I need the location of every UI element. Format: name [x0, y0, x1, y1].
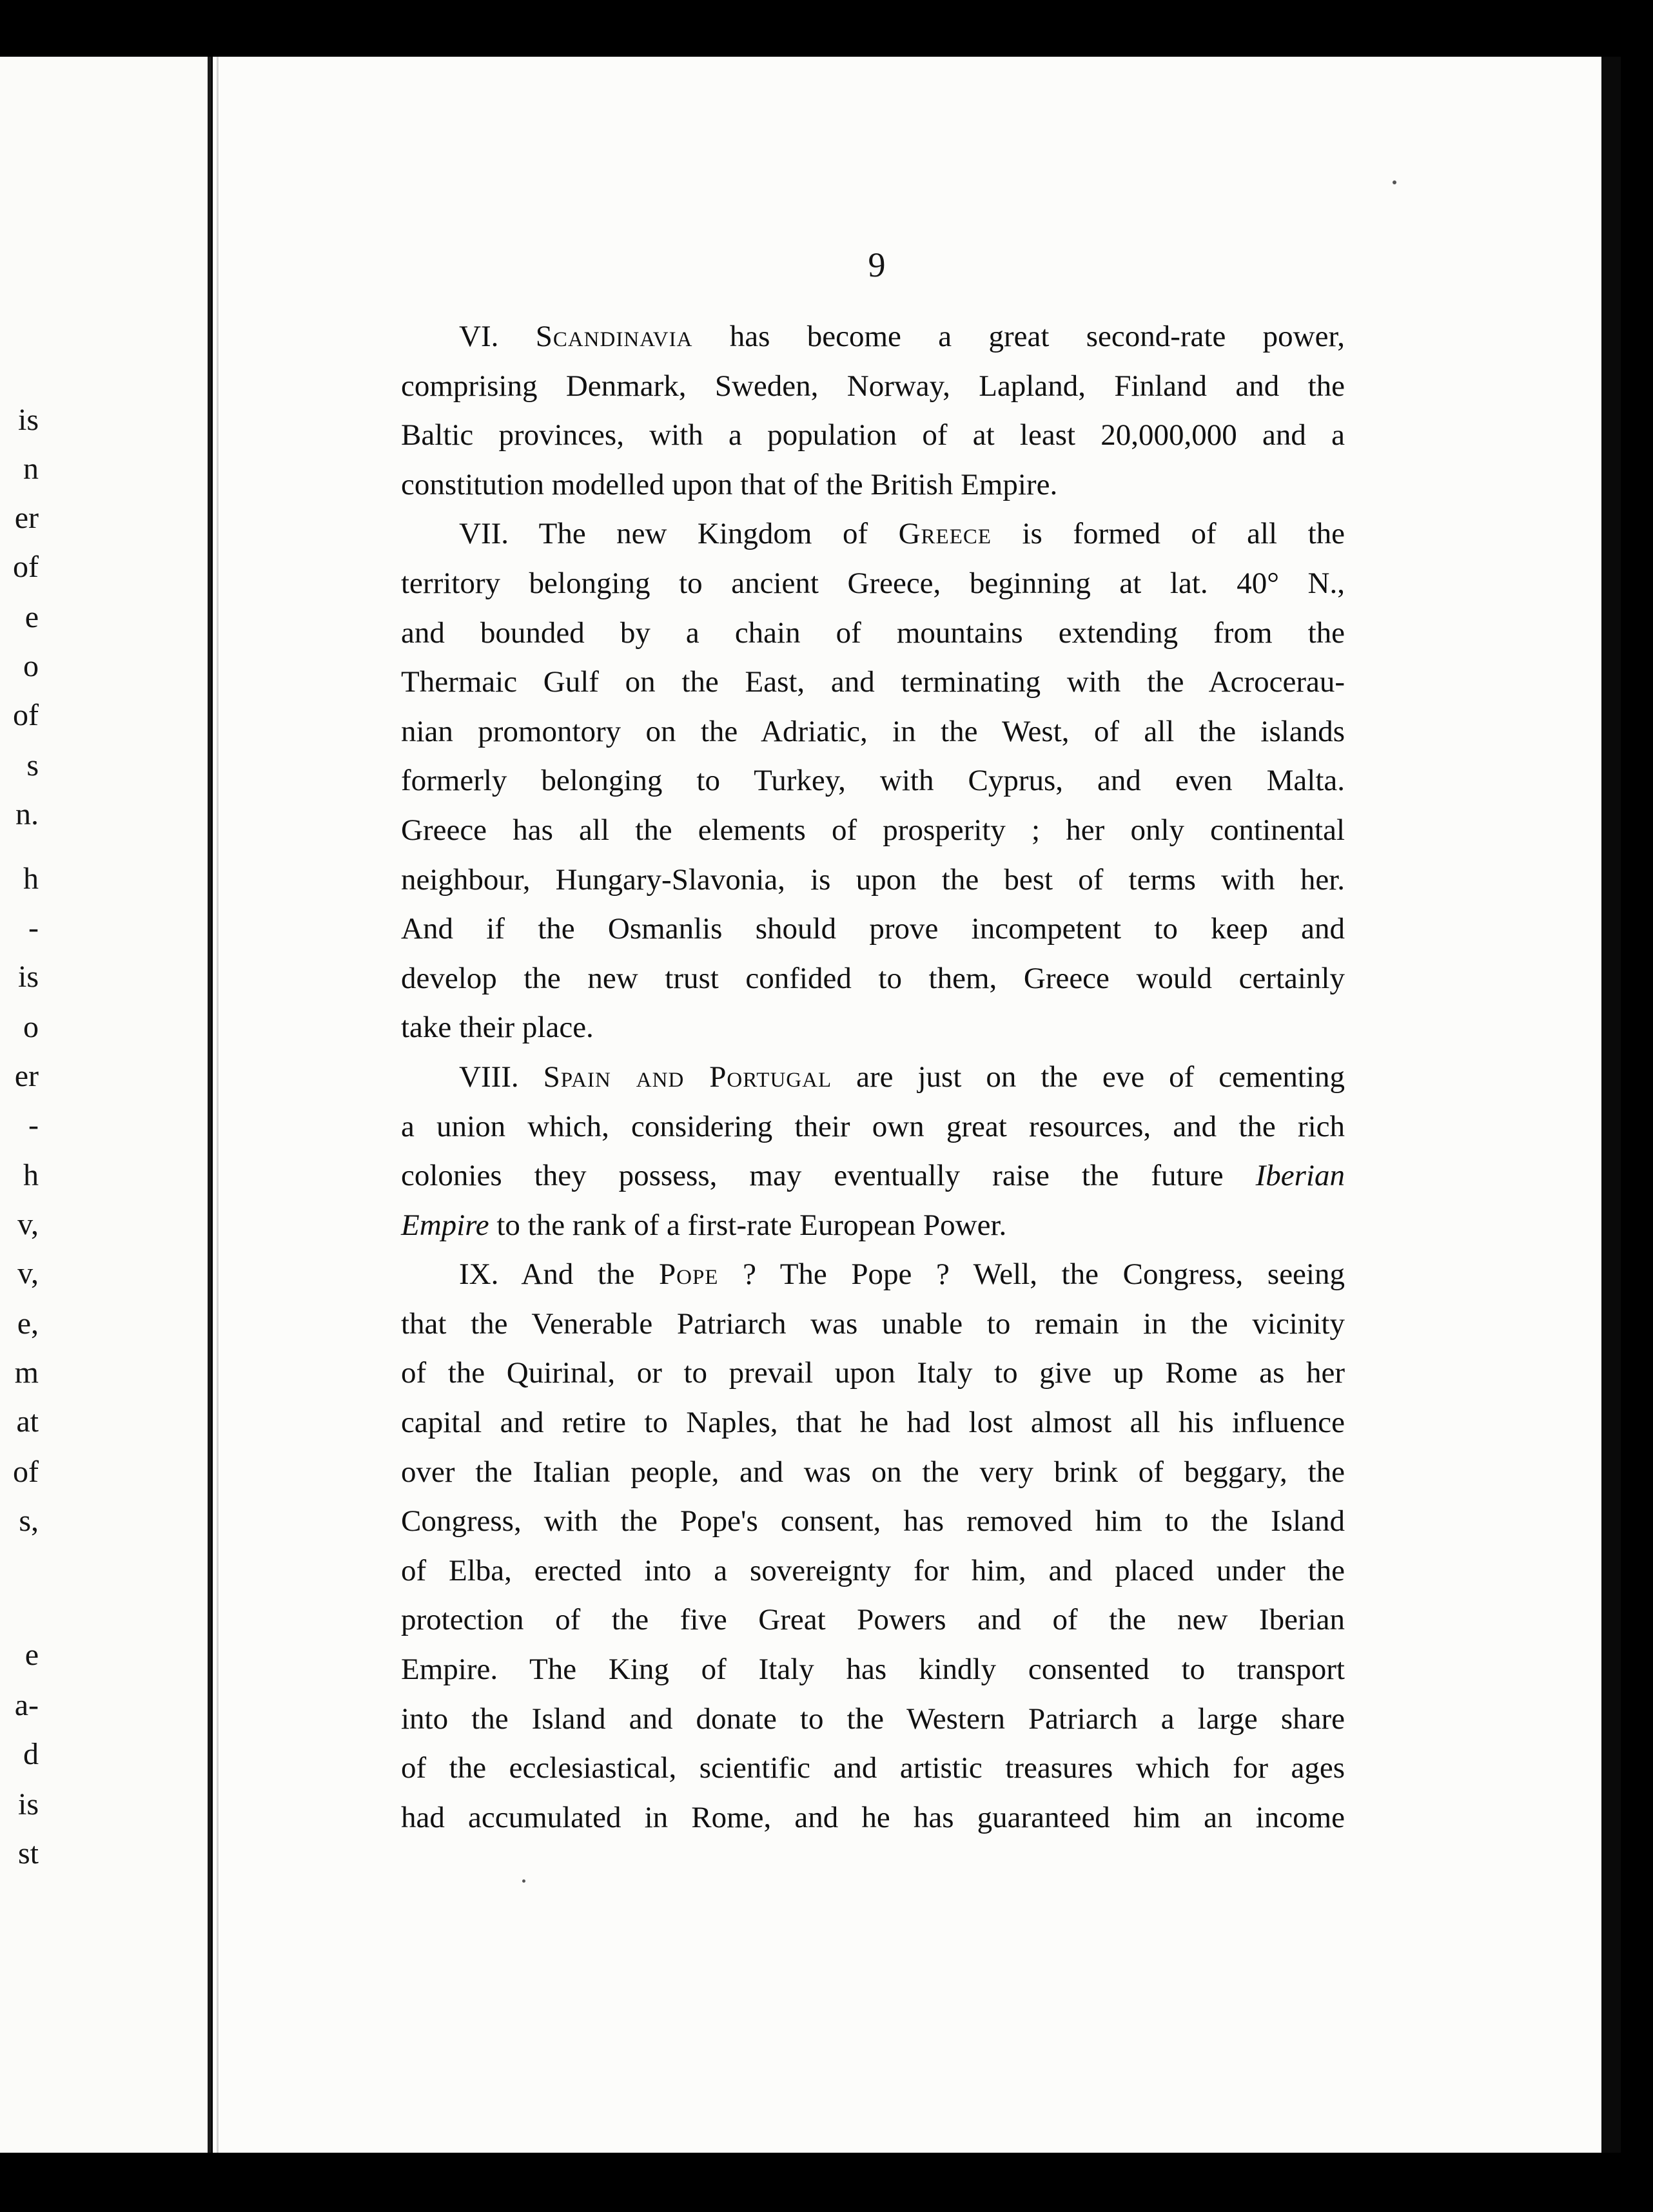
fragment-line: m: [14, 1357, 39, 1388]
italic-term: Empire: [401, 1208, 489, 1242]
text-line: has become a great second-rate power,: [692, 320, 1345, 353]
text-line: territory belonging to ancient Greece, beginning at lat. 40° N.,: [401, 566, 1345, 600]
text-line: Empire. The King of Italy has kindly consented to transport: [401, 1653, 1345, 1687]
text-line: Thermaic Gulf on the East, and terminating with the Acrocerau-: [401, 665, 1345, 699]
text-line: had accumulated in Rome, and he has guaranteed him an income: [401, 1800, 1345, 1834]
fragment-line: is: [17, 1789, 39, 1820]
text-line: formerly belonging to Turkey, with Cyprus, and even Malta.: [401, 764, 1345, 798]
text-line: over the Italian people, and was on the very brink of beggary, the: [401, 1455, 1345, 1489]
text-line: comprising Denmark, Sweden, Norway, Lapland, Finland and the: [401, 369, 1345, 403]
text-line: protection of the five Great Powers and of the new Iberian: [401, 1603, 1345, 1637]
text-line: Baltic provinces, with a population of at least 20,000,000 and a: [401, 418, 1345, 452]
fragment-line: is: [17, 405, 39, 436]
text-span: And the: [521, 1257, 659, 1292]
fragment-line: e,: [17, 1308, 39, 1339]
fragment-line: h: [23, 1160, 39, 1191]
page-number: 9: [868, 246, 886, 284]
fragment-line: v,: [17, 1209, 39, 1240]
text-line: Greece has all the elements of prosperity ; her only continental: [401, 813, 1345, 847]
page-gutter: [208, 57, 211, 2153]
text-line: constitution modelled upon that of the British Empire.: [401, 467, 1058, 501]
fragment-line: h: [23, 864, 39, 895]
section-numeral: VII.: [459, 517, 509, 551]
fragment-line: -: [28, 1110, 39, 1141]
text-line: And if the Osmanlis should prove incompetent to keep and: [401, 912, 1345, 946]
section-numeral: VIII.: [459, 1060, 519, 1094]
fragment-line: is: [17, 962, 39, 993]
fragment-line: of: [13, 700, 39, 731]
fragment-line: n.: [15, 799, 39, 830]
scan-speck: [522, 1879, 525, 1883]
text-line: and bounded by a chain of mountains extending from the: [401, 616, 1345, 650]
fragment-line: e: [24, 602, 39, 633]
fragment-line: at: [16, 1406, 39, 1437]
fragment-line: e: [24, 1640, 39, 1671]
fragment-line: -: [28, 913, 39, 944]
text-line: into the Island and donate to the Western Patriarch a large share: [401, 1702, 1345, 1736]
paragraph-viii: [401, 1053, 1345, 1250]
fragment-line: s,: [19, 1506, 39, 1537]
page-body: [401, 312, 1345, 1842]
paragraph-ix: [401, 1250, 1345, 1842]
fragment-line: o: [23, 651, 39, 682]
text-line: nian promontory on the Adriatic, in the West, of all the islands: [401, 714, 1345, 748]
text-line: capital and retire to Naples, that he had lost almost all his influence: [401, 1406, 1345, 1440]
section-heading: Pope: [658, 1257, 719, 1292]
fragment-line: st: [17, 1838, 39, 1869]
fragment-line: a-: [14, 1690, 39, 1721]
section-numeral: IX.: [459, 1257, 499, 1292]
section-heading: Greece: [898, 517, 992, 551]
fragment-line: d: [23, 1739, 39, 1770]
fragment-line: n: [23, 454, 39, 485]
section-heading: Spain and Portugal: [543, 1060, 832, 1094]
italic-term: Iberian: [1255, 1159, 1345, 1193]
text-line: take their place.: [401, 1011, 594, 1045]
text-line: to the rank of a first-rate European Power.: [496, 1208, 1007, 1242]
left-page: [0, 57, 208, 2153]
text-line: are just on the eve of cementing: [832, 1060, 1345, 1094]
text-line: of the Quirinal, or to prevail upon Italy to give up Rome as her: [401, 1356, 1345, 1390]
paragraph-vi: [401, 312, 1345, 509]
binding-line: [217, 57, 219, 2153]
text-line: neighbour, Hungary-Slavonia, is upon the best of terms with her.: [401, 862, 1345, 897]
scan-speck: [1393, 180, 1396, 184]
section-heading: Scandinavia: [535, 320, 693, 353]
fragment-line: er: [14, 503, 39, 534]
text-line: Congress, with the Pope's consent, has removed him to the Island: [401, 1504, 1345, 1538]
section-numeral: VI.: [459, 320, 499, 353]
fragment-line: of: [13, 1457, 39, 1488]
text-line: ? The Pope ? Well, the Congress, seeing: [718, 1257, 1345, 1292]
text-span: The new Kingdom of: [538, 517, 899, 551]
text-line: colonies they possess, may eventually raise the future: [401, 1159, 1256, 1193]
scan-border: [1601, 57, 1621, 2153]
fragment-line: s: [26, 750, 39, 781]
fragment-line: v,: [17, 1258, 39, 1289]
text-line: develop the new trust confided to them, Greece would certainly: [401, 961, 1345, 995]
text-line: that the Venerable Patriarch was unable to remain in the vicinity: [401, 1306, 1345, 1341]
fragment-line: er: [14, 1061, 39, 1092]
text-line: of the ecclesiastical, scientific and artistic treasures which for ages: [401, 1751, 1345, 1785]
text-line: of Elba, erected into a sovereignty for him, and placed under the: [401, 1553, 1345, 1587]
text-line: a union which, considering their own great resources, and the rich: [401, 1109, 1345, 1143]
text-line: is formed of all the: [992, 517, 1345, 551]
fragment-line: o: [23, 1012, 39, 1043]
fragment-line: of: [13, 552, 39, 583]
paragraph-vii: [401, 509, 1345, 1053]
